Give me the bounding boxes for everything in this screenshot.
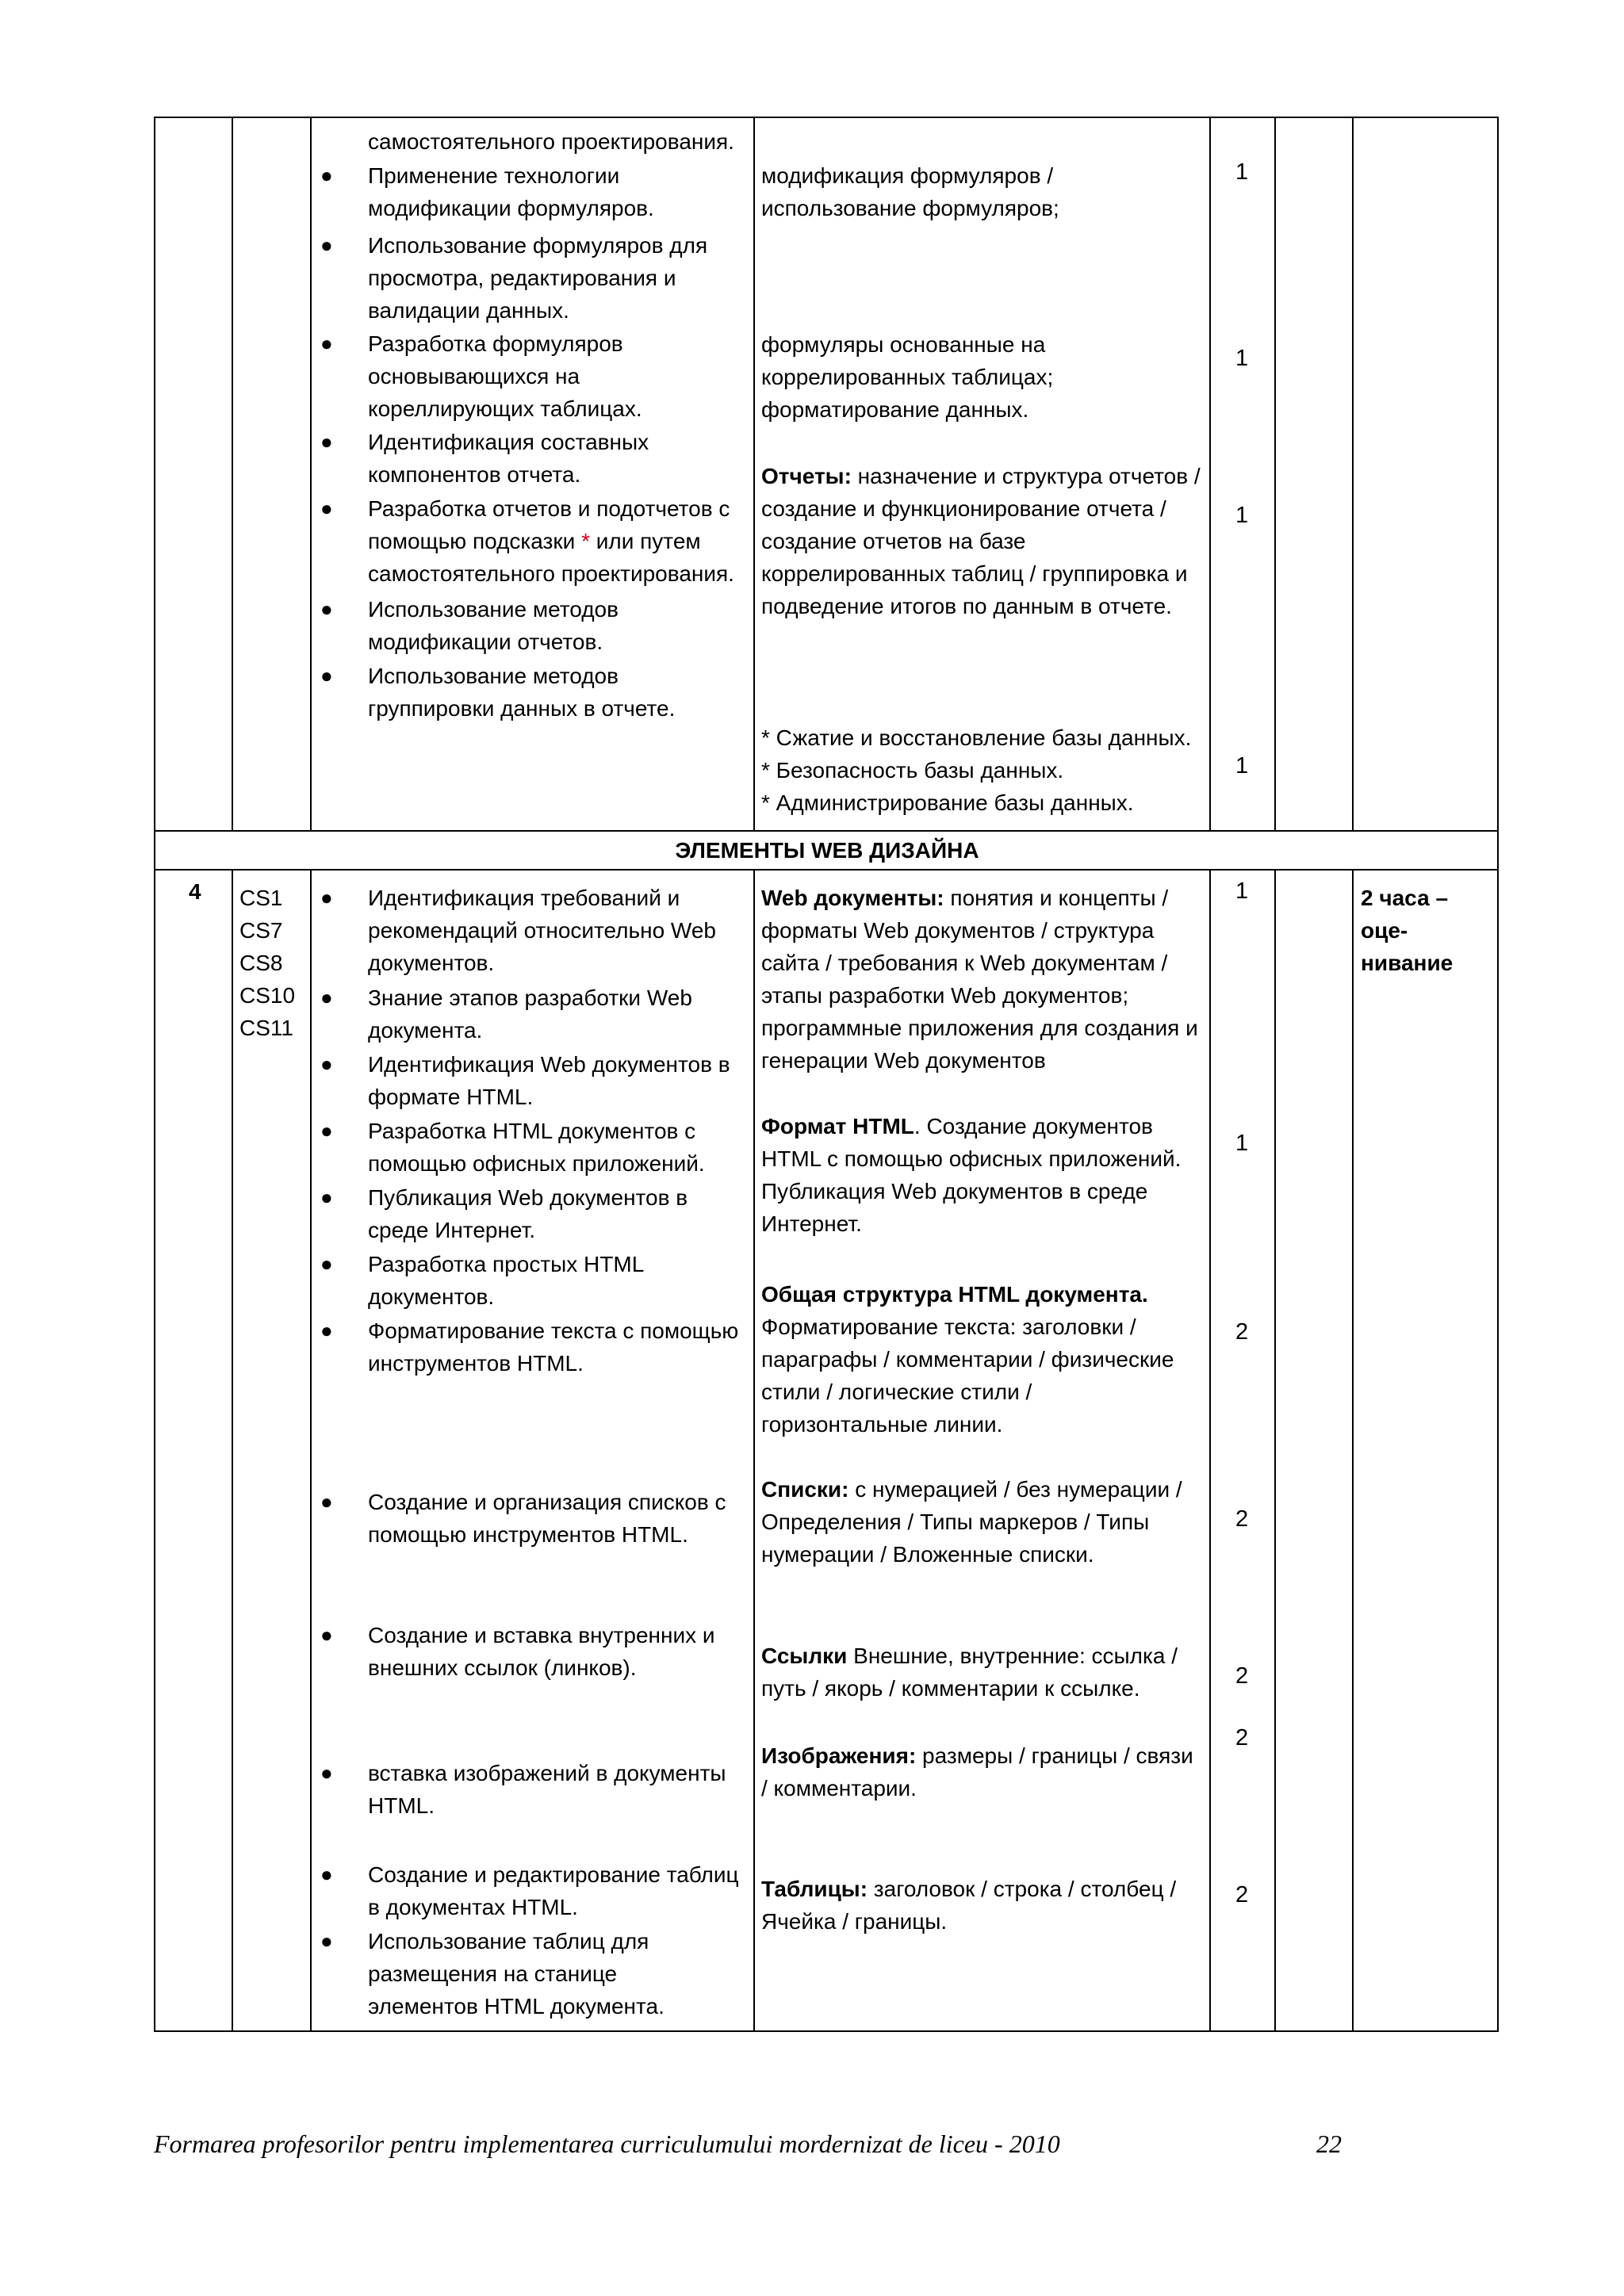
bullet: ●: [320, 597, 333, 621]
section-line-bottom: [154, 869, 1499, 871]
content-item: модификация формуляров / использование формуляров;: [761, 163, 1059, 220]
competency-item: CS8: [239, 951, 283, 975]
content-heading: Изображения:: [761, 1743, 917, 1768]
content-body: размеры / границы / связи / комментарии.: [761, 1743, 1193, 1800]
content-line: * Администрирование базы данных.: [761, 790, 1134, 815]
hours-value: 1: [1235, 1131, 1249, 1156]
bullet: ●: [320, 664, 333, 687]
content-item: [761, 1739, 1205, 1804]
bullet: ●: [320, 496, 333, 520]
competency-item: CS10: [239, 983, 296, 1008]
content-heading: Web документы:: [761, 886, 944, 910]
content-item: [761, 460, 1205, 622]
col-line-5: [1274, 117, 1276, 830]
skill-item: Публикация Web документов в среде Интернет.: [368, 1185, 688, 1242]
skill-item: Создание и организация списков с помощью инструментов HTML.: [368, 1490, 726, 1547]
content-heading: Таблицы:: [761, 1877, 868, 1901]
skill-item: Использование таблиц для размещения на станице элементов HTML документа.: [368, 1929, 665, 2019]
table-border-bottom: [154, 2030, 1499, 2032]
content-heading: Списки:: [761, 1477, 849, 1502]
col-line-2b: [310, 869, 312, 2031]
skill-item: Создание и вставка внутренних и внешних ссылок (линков).: [368, 1623, 715, 1680]
content-heading: Отчеты:: [761, 464, 852, 488]
content-item: [761, 1873, 1205, 1938]
section-line-top: [154, 830, 1499, 832]
bullet: ●: [320, 985, 333, 1009]
content-body: заголовок / строка / столбец / Ячейка / границы.: [761, 1877, 1177, 1934]
col-line-2: [310, 117, 312, 830]
skill-item: Разработка HTML документов с помощью офисных приложений.: [368, 1119, 705, 1176]
col-line-3: [753, 117, 755, 830]
bullet: ●: [320, 331, 333, 355]
bullet: ●: [320, 886, 333, 909]
content-item: формуляры основанные на коррелированных таблицах; форматирование данных.: [761, 332, 1054, 422]
content-line: * Безопасность базы данных.: [761, 758, 1064, 783]
content-item: [761, 882, 1202, 1077]
skill-text-a: Разработка отчетов и подотчетов с помощью подсказки: [368, 496, 730, 553]
skill-item: Использование методов группировки данных в отчете.: [368, 664, 676, 721]
assessment-note: 2 часа – оце-нивание: [1361, 886, 1454, 975]
unit-number: 4: [189, 879, 201, 904]
page-number: 22: [1316, 2130, 1342, 2158]
hours-value: 2: [1235, 1506, 1249, 1532]
skill-item: Разработка простых HTML документов.: [368, 1252, 644, 1309]
content-body: с нумерацией / без нумерации / Определения / Типы маркеров / Типы нумерации / Вложенные списки.: [761, 1477, 1182, 1567]
hours-value: 1: [1235, 503, 1249, 528]
content-body: Внешние, внутренние: ссылка / путь / якорь / комментарии к ссылке.: [761, 1644, 1178, 1701]
content-item: [761, 1110, 1202, 1240]
hours-value: 1: [1235, 159, 1249, 185]
bullet: ●: [320, 1761, 333, 1785]
competency-item: CS11: [239, 1016, 293, 1040]
content-body: понятия и концепты / форматы Web документов / структура сайта / требования к Web документам / этапы разработки Web документов; программные приложения для создания и генерации Web документов: [761, 886, 1198, 1073]
col-line-5b: [1274, 869, 1276, 2031]
hours-value: 2: [1235, 1319, 1249, 1345]
skill-item: Идентификация требований и рекомендаций относительно Web документов.: [368, 886, 716, 975]
content-line: * Сжатие и восстановление базы данных.: [761, 725, 1192, 750]
skill-item: Создание и редактирование таблиц в документах HTML.: [368, 1862, 739, 1919]
col-line-1: [232, 117, 233, 830]
competency-item: CS7: [239, 918, 283, 943]
skill-item: Использование методов модификации отчетов.: [368, 597, 619, 654]
content-item: [761, 1278, 1189, 1441]
col-line-4b: [1209, 869, 1211, 2031]
col-line-3b: [753, 869, 755, 2031]
bullet: ●: [320, 1185, 333, 1209]
content-heading: Общая структура HTML документа.: [761, 1282, 1148, 1307]
hours-value: 1: [1235, 346, 1249, 371]
skill-item: Идентификация Web документов в формате HTML.: [368, 1052, 730, 1109]
bullet: ●: [320, 1929, 333, 1953]
content-heading: Формат HTML: [761, 1114, 914, 1138]
bullet: ●: [320, 163, 333, 187]
skill-item: Разработка формуляров основывающихся на кореллирующих таблицах.: [368, 331, 642, 421]
content-body: Форматирование текста: заголовки / параграфы / комментарии / физические стили / логические стили / горизонтальные линии.: [761, 1314, 1174, 1437]
skill-item: Форматирование текста с помощью инструментов HTML.: [368, 1318, 739, 1376]
content-body: назначение и структура отчетов / создание и функционирование отчета / создание отчетов на базе коррелированных таблиц / группировка и подведение итогов по данным в отчете.: [761, 464, 1201, 618]
hours-value: 2: [1235, 1663, 1249, 1689]
table-border-left: [154, 117, 155, 2032]
competency-list: [239, 882, 303, 1044]
col-line-4: [1209, 117, 1211, 830]
skill-continuation: самостоятельного проектирования.: [368, 129, 734, 154]
hours-value: 2: [1235, 1725, 1249, 1751]
bullet: ●: [320, 233, 333, 257]
col-line-6: [1352, 117, 1354, 830]
bullet: ●: [320, 1490, 333, 1513]
table-border-top: [154, 117, 1499, 118]
bullet: ●: [320, 430, 333, 453]
bullet: ●: [320, 1623, 333, 1647]
table-border-right: [1497, 117, 1499, 2032]
content-body: . Создание документов HTML с помощью офисных приложений. Публикация Web документов в среде Интернет.: [761, 1114, 1182, 1236]
skill-item: вставка изображений в документы HTML.: [368, 1761, 726, 1818]
skill-item: Использование формуляров для просмотра, редактирования и валидации данных.: [368, 233, 708, 323]
hours-value: 2: [1235, 1882, 1249, 1908]
content-item: [761, 1473, 1205, 1571]
footer-text: Formarea profesorilor pentru implementarea curriculumului mordernizat de liceu - 2010: [154, 2130, 1060, 2158]
skill-item: Знание этапов разработки Web документа.: [368, 985, 692, 1043]
skill-item: Применение технологии модификации формуляров.: [368, 163, 654, 220]
skill-text-b: или путем самостоятельного проектирования.: [368, 529, 734, 586]
hours-value: 1: [1235, 878, 1249, 904]
bullet: ●: [320, 1052, 333, 1076]
content-item: [761, 1640, 1205, 1705]
hours-value: 1: [1235, 753, 1249, 779]
col-line-1b: [232, 869, 233, 2031]
bullet: ●: [320, 1862, 333, 1886]
bullet: ●: [320, 1318, 333, 1342]
bullet: ●: [320, 1119, 333, 1142]
skill-item: [368, 492, 752, 590]
asterisk-mark: *: [581, 529, 590, 553]
content-heading: Ссылки: [761, 1644, 848, 1668]
section-title: ЭЛЕМЕНТЫ WEB ДИЗАЙНА: [675, 838, 979, 863]
competency-item: CS1: [239, 886, 283, 910]
col-line-6b: [1352, 869, 1354, 2031]
content-item: [761, 721, 1205, 819]
bullet: ●: [320, 1252, 333, 1276]
skill-item: Идентификация составных компонентов отчета.: [368, 430, 649, 487]
